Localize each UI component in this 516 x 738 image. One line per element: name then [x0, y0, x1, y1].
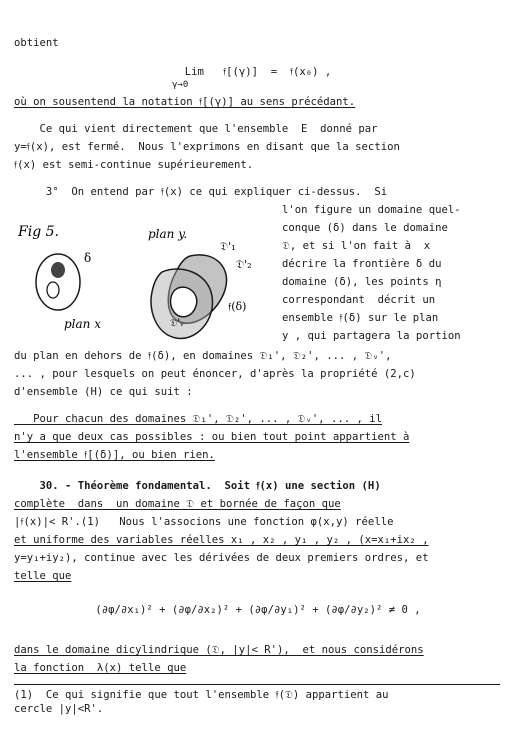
partial-derivative-formula: (∂φ/∂x₁)² + (∂φ/∂x₂)² + (∂φ/∂y₁)² + (∂φ/∂y₂)² ≠ 0 ,	[95, 604, 421, 616]
footnote-line: (1) Ce qui signifie que tout l'ensemble 𝔣(𝔇) appartient au	[14, 689, 389, 701]
text-line: Pour chacun des domaines 𝔇₁', 𝔇₂', ... , 𝔇ᵥ', ... , il	[14, 413, 382, 425]
text-line: complète dans un domaine 𝔇 et bornée de façon que	[14, 498, 341, 510]
text-line: l'ensemble 𝔣[(δ)], ou bien rien.	[14, 449, 215, 461]
dv-label: 𝔇'ᵥ	[170, 318, 184, 329]
figure-5	[10, 210, 280, 360]
text-line: et uniforme des variables réelles x₁ , x₂ , y₁ , y₂ , (x=x₁+ix₂ ,	[14, 534, 429, 546]
footnote-rule	[14, 684, 500, 685]
d1-label: 𝔇'₁	[220, 240, 236, 253]
text-line: ensemble 𝔣(δ) sur le plan	[282, 312, 439, 324]
limit-subscript: γ→0	[172, 80, 189, 90]
figure-caption: Fig 5.	[18, 224, 59, 240]
text-line: l'on figure un domaine quel-	[282, 204, 461, 216]
text-line: du plan en dehors de 𝔣(δ), en domaines 𝔇₁', 𝔇₂', ... , 𝔇ᵥ',	[14, 350, 392, 362]
text-line: correspondant décrit un	[282, 294, 436, 306]
text-line: y=𝔣(x), est fermé. Nous l'exprimons en disant que la section	[14, 141, 400, 153]
f-delta-label: 𝔣(δ)	[228, 300, 247, 313]
text-line: obtient	[14, 37, 59, 49]
text-line: ... , pour lesquels on peut énoncer, d'après la propriété (2,c)	[14, 368, 416, 380]
d2-label: 𝔇'₂	[236, 258, 252, 271]
text-line: 𝔣(x) est semi-continue supérieurement.	[14, 159, 254, 171]
text-line: 𝔇, et si l'on fait à x	[282, 240, 431, 252]
text-line: y , qui partagera la portion	[282, 330, 461, 342]
text-line: telle que	[14, 570, 72, 582]
text-line: la fonction λ(x) telle que	[14, 662, 187, 674]
text-line: Ce qui vient directement que l'ensemble E donné par	[14, 123, 378, 135]
text-line: d'ensemble (H) ce qui suit :	[14, 386, 193, 398]
text-line: décrire la frontière δ du	[282, 258, 442, 270]
text-line: dans le domaine dicylindrique (𝔇, |y|< R'), et nous considérons	[14, 644, 424, 656]
text-line: conque (δ) dans le domaine	[282, 222, 448, 234]
plan-x-label: plan x	[64, 317, 101, 331]
limit-formula: Lim 𝔣[(γ)] = 𝔣(x₀) ,	[184, 66, 332, 78]
text-line: où on sousentend la notation 𝔣[(γ)] au sens précédant.	[14, 96, 356, 108]
text-line: y=y₁+iy₂), continue avec les dérivées de deux premiers ordres, et	[14, 552, 429, 564]
text-line: domaine (δ), les points η	[282, 276, 442, 288]
theorem-heading: 30. - Théorème fondamental. Soit 𝔣(x) une section (H)	[14, 480, 381, 492]
footnote-line: cercle |y|<R'.	[14, 703, 104, 715]
plan-y-label: plan y.	[148, 227, 188, 241]
text-line: |𝔣(x)|< R'.(1) Nous l'associons une fonction φ(x,y) réelle	[14, 516, 394, 528]
section-3-intro: 3° On entend par 𝔣(x) ce qui expliquer ci-dessus. Si	[14, 186, 388, 198]
delta-label: δ	[84, 251, 92, 265]
text-line: n'y a que deux cas possibles : ou bien tout point appartient à	[14, 431, 410, 443]
